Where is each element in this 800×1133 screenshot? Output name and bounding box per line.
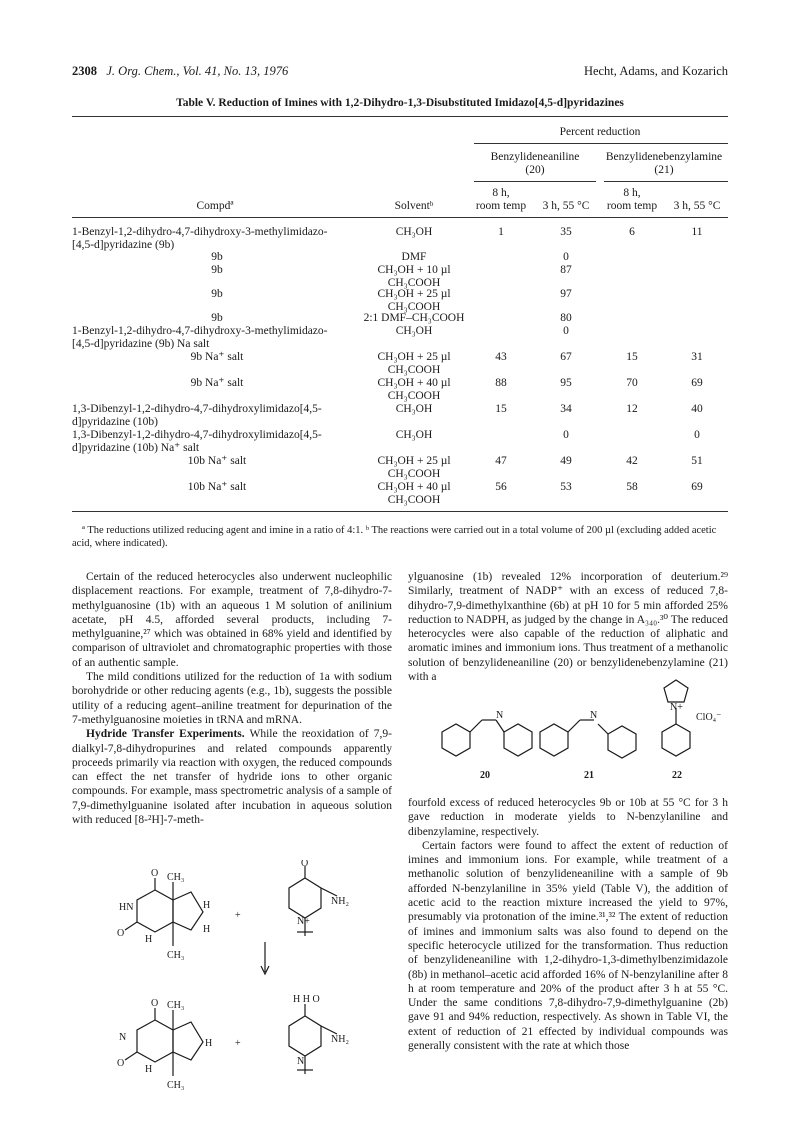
svg-text:HN: HN	[119, 902, 134, 913]
table-cell-compd: 9b	[211, 264, 223, 276]
table-caption: Table V. Reduction of Imines with 1,2-Dihydro-1,3-Disubstituted Imidazo[4,5-d]pyridazines	[176, 97, 624, 109]
svg-text:N: N	[297, 1056, 305, 1067]
table-cell-value: 67	[560, 351, 572, 363]
group1-rule	[474, 181, 596, 182]
svg-text:N: N	[590, 710, 598, 721]
table-cell-solvent: CH₃OH	[395, 226, 433, 238]
table-cell-compd: 10b Na⁺ salt	[187, 455, 247, 467]
svg-text:O: O	[151, 868, 159, 879]
svg-text:N+: N+	[670, 702, 683, 713]
table-cell-compd: 9b	[211, 288, 223, 300]
table-cell-value: 80	[560, 312, 572, 324]
table-cell-value: 40	[691, 403, 703, 415]
table-cell-solvent: CH₃OH	[395, 429, 433, 441]
table-cell-solvent: CH₃OH + 40 µl CH₃COOH	[377, 377, 451, 402]
table-cell-solvent: CH₃OH + 10 µl CH₃COOH	[377, 264, 451, 289]
table-cell-value: 0	[563, 429, 569, 441]
svg-text:H: H	[203, 900, 211, 911]
table-cell-solvent: CH₃OH + 40 µl CH₃COOH	[377, 481, 451, 506]
solvent-header: Solventᵇ	[394, 200, 434, 212]
hydride-transfer-scheme	[115, 860, 355, 1120]
table-cell-value: 53	[560, 481, 572, 493]
svg-text:ClO₄⁻: ClO₄⁻	[696, 712, 722, 723]
table-cell-value: 87	[560, 264, 572, 276]
right-column-continued	[408, 796, 728, 1053]
table-cell-compd: 9b	[211, 251, 223, 263]
table-cell-value: 42	[626, 455, 638, 467]
svg-text:H: H	[205, 1038, 213, 1049]
compound-label-20: 20	[480, 770, 490, 781]
compound-label-22: 22	[672, 770, 682, 781]
svg-text:O: O	[301, 860, 309, 869]
svg-text:O: O	[117, 1058, 125, 1069]
table-cell-value: 31	[691, 351, 703, 363]
paragraph: fourfold excess of reduced heterocycles 9b or 10b at 55 °C for 3 h gave reduction in moderate yields to N-benzylaniline and dibenzylamine, respectively.	[408, 797, 728, 838]
table-cell-value: 49	[560, 455, 572, 467]
sub-header-8h-b: 8 h, room temp	[606, 187, 658, 212]
header-authors: Hecht, Adams, and Kozarich	[583, 64, 728, 78]
svg-text:CH₃: CH₃	[167, 872, 185, 883]
table-cell-value: 69	[691, 377, 703, 389]
table-bottom-rule	[72, 511, 728, 512]
compd-header: Compdª	[196, 200, 234, 212]
table-cell-compd: 9b	[211, 312, 223, 324]
compound-label-21: 21	[584, 770, 594, 781]
percent-reduction-header: Percent reduction	[559, 126, 641, 138]
table-cell-value: 12	[626, 403, 638, 415]
table-cell-value: 69	[691, 481, 703, 493]
table-header-rule	[72, 217, 728, 218]
table-cell-compd: 10b Na⁺ salt	[187, 481, 247, 493]
page-number: 2308	[72, 64, 97, 78]
table-cell-value: 0	[563, 251, 569, 263]
table-cell-value: 6	[629, 226, 635, 238]
svg-text:H: H	[145, 1064, 153, 1075]
paragraph: Certain factors were found to affect the extent of reduction of imines and immonium ions. For example, while treatment of a methanolic solution of benzylideneaniline with a sample of 9b afforded N-benzylaniline in 35% yield (Table V), the addition of acetic acid to the reaction mixture increased the yield to 97%, presumably via protonation of the imine.³¹,³² The extent of reduction of imines and immonium salts was also found to depend on the specific heterocycle utilized for the transformation. Thus reduction of benzylideneaniline with 1,2-dihydro-1,3-dimethylbenzimidazole (8b) in methanol–acetic acid afforded 16% of N-benzylaniline after 8 h at room temperature and 20% of the product after 3 h at 55 °C. Under the same conditions 7,8-dihydro-7,9-dimethylguanine (2b) gave 91 and 94% reduction, respectively. As shown in Table VI, the extent of reduction of 21 effected by individual compounds was generally consistent with the rate at which those	[408, 839, 728, 1053]
table-cell-value: 47	[495, 455, 507, 467]
table-cell-solvent: CH₃OH	[395, 403, 433, 415]
paragraph: The mild conditions utilized for the reduction of 1a with sodium borohydride or other reducing agents (e.g., 1b), suggests the possible utility of a reducing agent–aniline treatment for depurination of the 7-methylguanosine moieties in tRNA and mRNA.	[72, 671, 392, 726]
journal-citation: J. Org. Chem., Vol. 41, No. 13, 1976	[106, 64, 289, 78]
table-cell-value: 97	[560, 288, 572, 300]
paragraph: Certain of the reduced heterocycles also underwent nucleophilic displacement reactions. For example, treatment of 7,8-dihydro-7-methylguanosine (1b) with an aqueous 1 M solution of anilinium acetate, pH 4.5, afforded several products, including 7-methylguanine,²⁷ which was obtained in 68% yield and identified by comparison of ultraviolet and chromatographic properties with those of an authentic sample.	[72, 571, 392, 669]
percent-reduction-rule	[474, 143, 728, 144]
table-footnote: ª The reductions utilized reducing agent and imine in a ratio of 4:1. ᵇ The reactions were carried out in a total volume of 200 µl (excluding added acetic acid, where indicated).	[72, 525, 717, 549]
table-cell-compd: 1,3-Dibenzyl-1,2-dihydro-4,7-dihydroxylimidazo[4,5- d]pyridazine (10b)	[72, 403, 322, 428]
svg-text:N: N	[119, 1032, 127, 1043]
table-cell-solvent: CH₃OH + 25 µl CH₃COOH	[377, 288, 451, 313]
table-cell-value: 1	[498, 226, 504, 238]
group-header-benzylidenebenzylamine: Benzylidenebenzylamine (21)	[605, 151, 723, 176]
table-cell-value: 88	[495, 377, 507, 389]
table-cell-compd: 9b Na⁺ salt	[190, 351, 244, 363]
svg-text:NH₂: NH₂	[331, 1034, 349, 1045]
svg-text:H: H	[203, 924, 211, 935]
left-column	[72, 570, 392, 827]
paragraph: Hydride Transfer Experiments. While the reoxidation of 7,9-dialkyl-7,8-dihydropurines and related compounds apparently proceeds primarily via reaction with oxygen, the reduced compounds can effect the net transfer of hydride ions to other organic compounds. For example, mass spectrometric analysis of a sample of 7,9-dimethylguanine isolated after incubation in aqueous solution with reduced [8-²H]-7-meth-	[72, 728, 392, 827]
group2-rule	[604, 181, 728, 182]
table-cell-value: 56	[495, 481, 507, 493]
svg-text:N: N	[496, 710, 504, 721]
table-cell-value: 0	[563, 325, 569, 337]
table-cell-value: 51	[691, 455, 703, 467]
svg-text:CH₃: CH₃	[167, 1000, 185, 1011]
svg-text:H H O: H H O	[293, 994, 320, 1005]
group-header-benzylideneaniline: Benzylideneaniline (20)	[490, 151, 580, 176]
table-cell-value: 35	[560, 226, 572, 238]
table-cell-solvent: 2:1 DMF–CH₃COOH	[363, 312, 465, 324]
table-cell-value: 15	[495, 403, 507, 415]
table-top-rule	[72, 116, 728, 117]
svg-text:O: O	[151, 998, 159, 1009]
table-cell-value: 95	[560, 377, 572, 389]
table-cell-value: 15	[626, 351, 638, 363]
table-cell-compd: 1-Benzyl-1,2-dihydro-4,7-dihydroxy-3-methylimidazo- [4,5-d]pyridazine (9b)	[72, 226, 328, 251]
running-header	[72, 64, 728, 80]
section-heading: Hydride Transfer Experiments.	[86, 728, 245, 741]
svg-text:CH₃: CH₃	[167, 1080, 185, 1091]
table-cell-value: 58	[626, 481, 638, 493]
sub-header-3h-a: 3 h, 55 °C	[542, 200, 590, 212]
table-cell-solvent: CH₃OH	[395, 325, 433, 337]
table-cell-value: 70	[626, 377, 638, 389]
sub-header-8h-a: 8 h, room temp	[475, 187, 527, 212]
paragraph: ylguanosine (1b) revealed 12% incorporation of deuterium.²⁹ Similarly, treatment of NADP⁺ with an excess of reduced 7,8-dihydro-7,9-dimethylxanthine (6b) at pH 10 for 5 min afforded 25% reduction to NADPH, as judged by the change in A₃₄₀.³⁰ The reduced heterocycles were also capable of the reduction of aliphatic and aromatic imines and immonium ions. Thus treatment of a methanolic solution of benzylideneaniline (20) or benzylidenebenzylamine (21) with a	[408, 571, 728, 684]
svg-text:O: O	[117, 928, 125, 939]
table-cell-compd: 9b Na⁺ salt	[190, 377, 244, 389]
svg-text:+: +	[235, 910, 241, 921]
table-cell-solvent: CH₃OH + 25 µl CH₃COOH	[377, 351, 451, 376]
table-cell-compd: 1,3-Dibenzyl-1,2-dihydro-4,7-dihydroxylimidazo[4,5- d]pyridazine (10b) Na⁺ salt	[72, 429, 322, 454]
table-cell-value: 11	[691, 226, 703, 238]
table-cell-solvent: DMF	[401, 251, 427, 263]
right-column	[408, 570, 728, 684]
imine-structures-figure	[420, 678, 730, 784]
table-cell-value: 43	[495, 351, 507, 363]
svg-text:N+: N+	[297, 916, 310, 927]
sub-header-3h-b: 3 h, 55 °C	[673, 200, 721, 212]
table-cell-value: 0	[694, 429, 700, 441]
svg-text:H: H	[145, 934, 153, 945]
svg-text:CH₃: CH₃	[167, 950, 185, 961]
table-cell-compd: 1-Benzyl-1,2-dihydro-4,7-dihydroxy-3-methylimidazo- [4,5-d]pyridazine (9b) Na salt	[72, 325, 328, 350]
svg-text:+: +	[235, 1038, 241, 1049]
svg-text:NH₂: NH₂	[331, 896, 349, 907]
table-cell-solvent: CH₃OH + 25 µl CH₃COOH	[377, 455, 451, 480]
table-cell-value: 34	[560, 403, 572, 415]
